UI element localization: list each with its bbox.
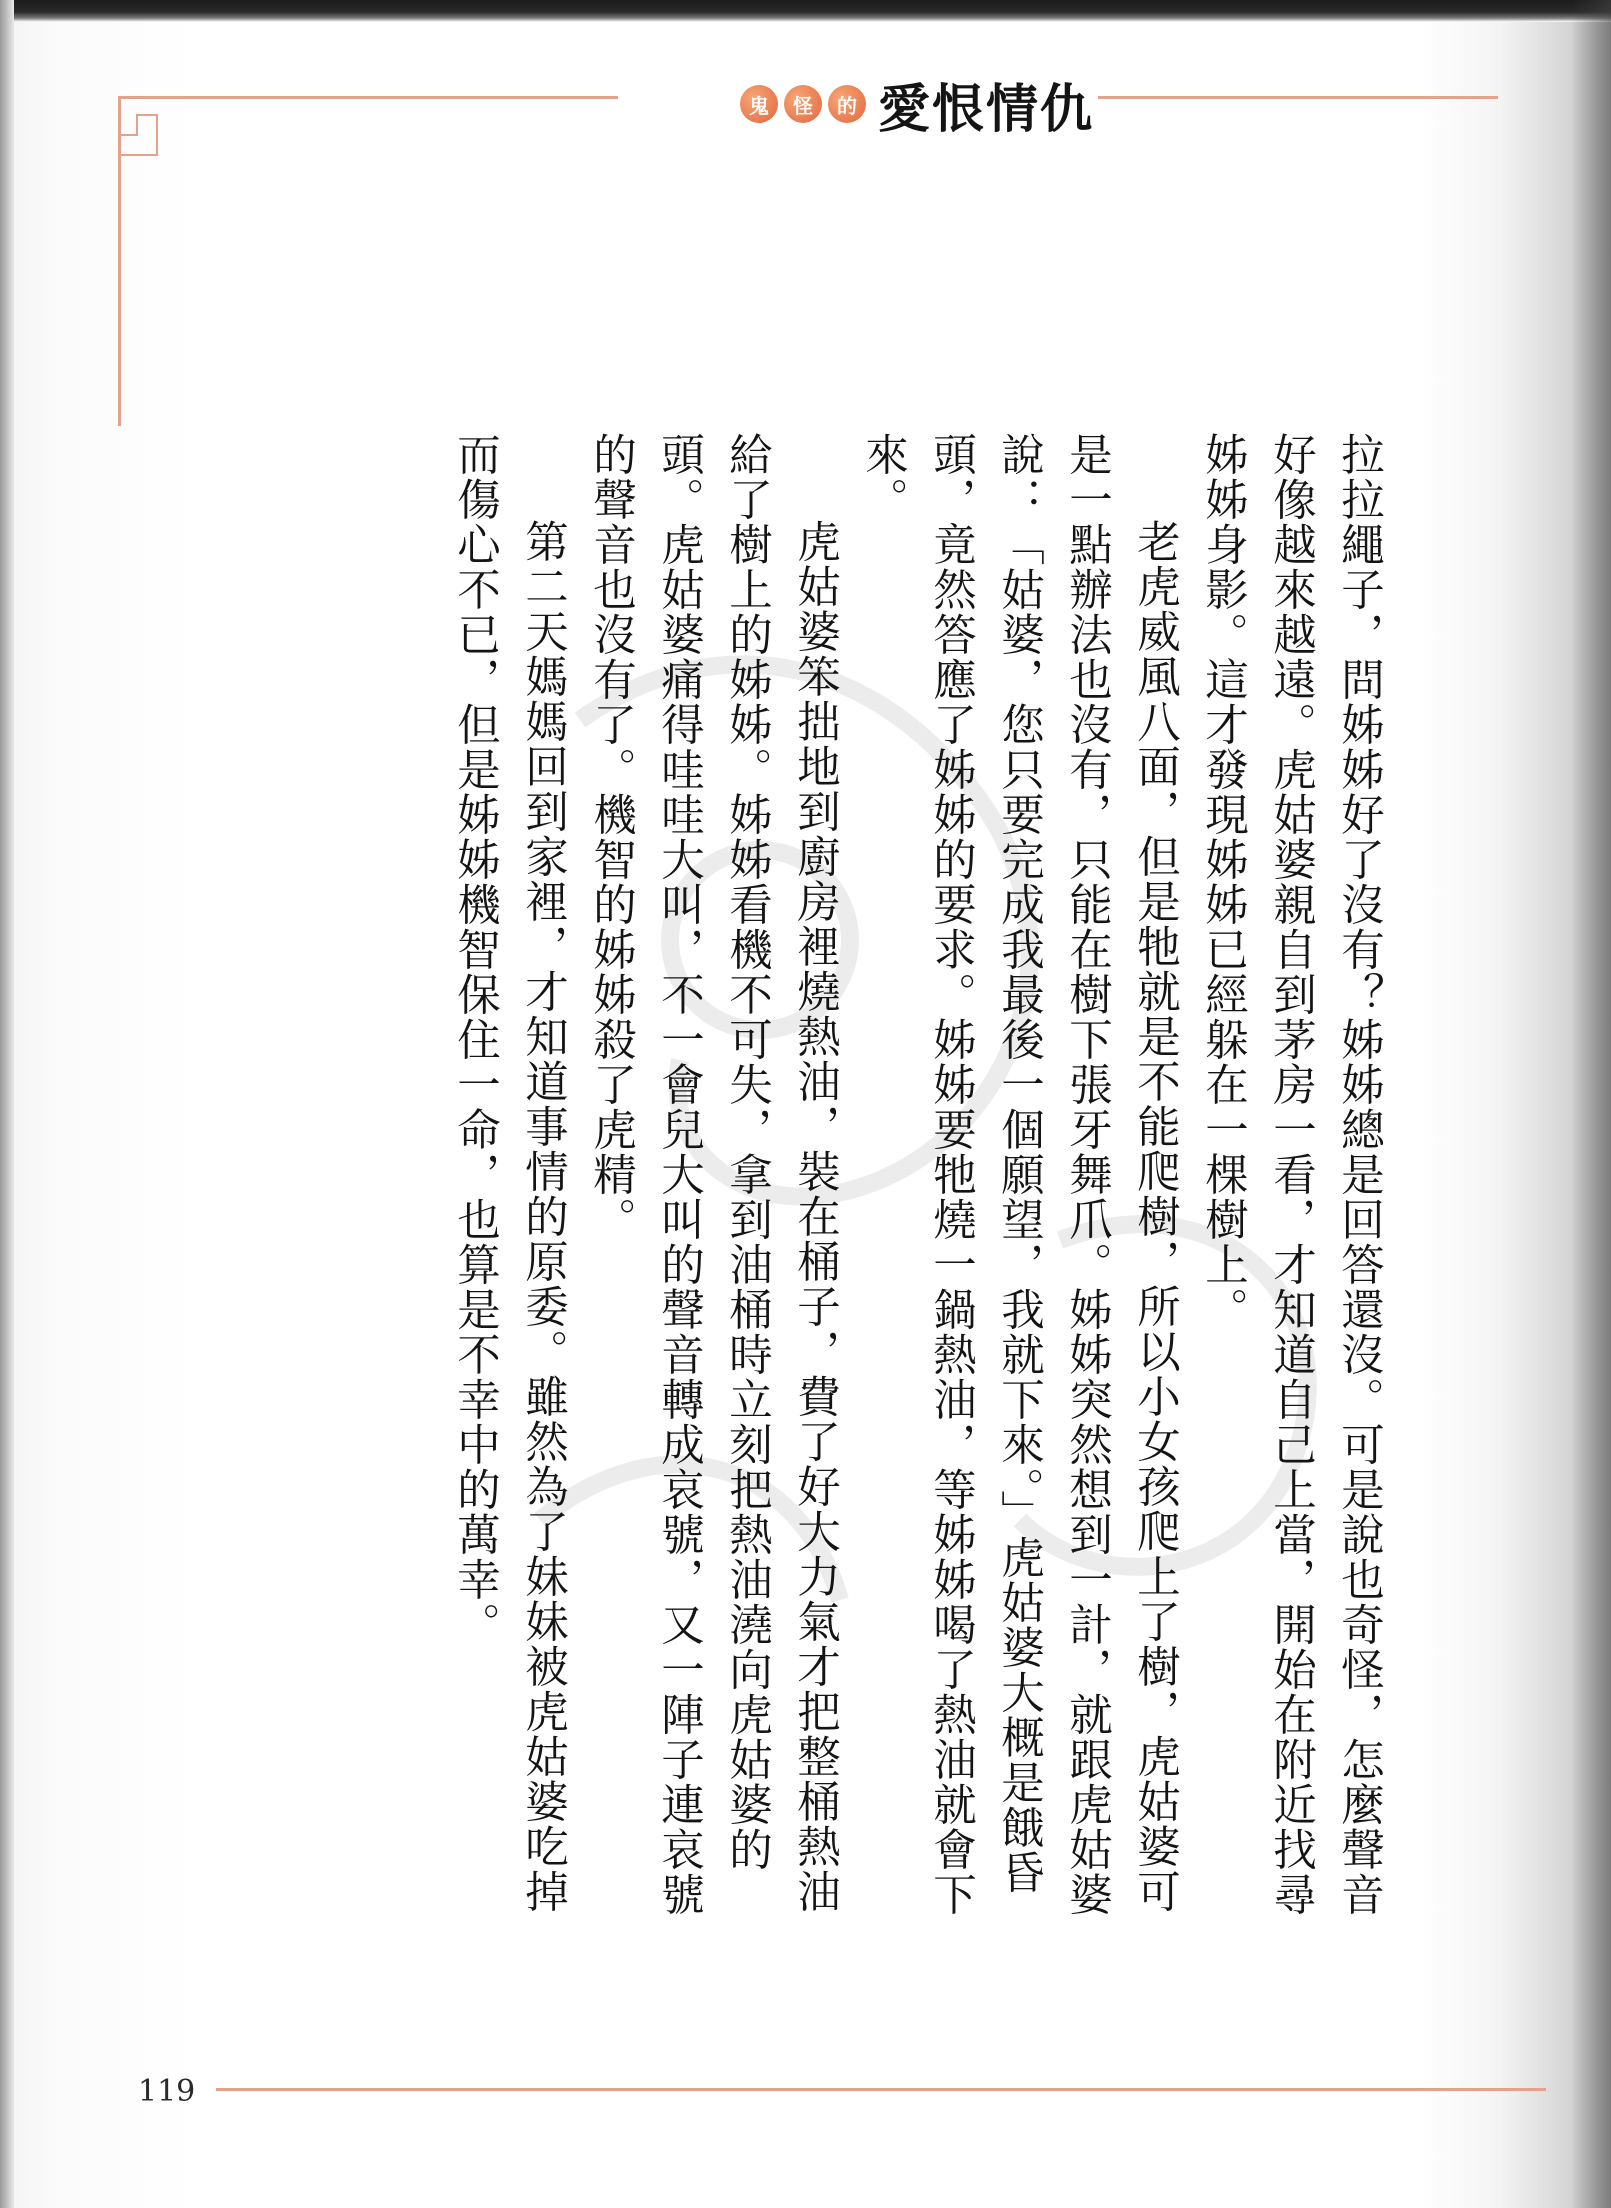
scan-top-edge bbox=[0, 0, 1611, 22]
paragraph: 第二天媽媽回到家裡，才知道事情的原委。雖然為了妹妹被虎姑婆吃掉而傷心不已，但是姊姊機智保住一命，也算是不幸中的萬幸。 bbox=[450, 432, 568, 1914]
paragraph: 拉拉繩子，問姊姊好了沒有？姊姊總是回答還沒。可是說也奇怪，怎麼聲音好像越來越遠。虎姑婆親自到茅房一看，才知道自己上當，開始在附近找尋姊姊身影。這才發現姊姊已經躲在一棵樹上。 bbox=[1198, 432, 1384, 1917]
header-bubble-char: 鬼 bbox=[740, 85, 778, 123]
corner-frame-line bbox=[156, 134, 158, 156]
paragraph: 虎姑婆笨拙地到廚房裡燒熱油，裝在桶子，費了好大力氣才把整桶熱油給了樹上的姊姊。姊姊看機不可失，拿到油桶時立刻把熱油澆向虎姑婆的頭。虎姑婆痛得哇哇大叫，不一會兒大叫的聲音轉成哀號，又一陣子連哀號的聲音也沒有了。機智的姊姊殺了虎精。 bbox=[586, 432, 840, 1917]
paragraph: 老虎威風八面，但是牠就是不能爬樹，所以小女孩爬上了樹，虎姑婆可是一點辦法也沒有，只能在樹下張牙舞爪。姊姊突然想到一計，就跟虎姑婆說：「姑婆，您只要完成我最後一個願望，我就下來。」虎姑婆大概是餓昏頭，竟然答應了姊姊的要求。姊姊要牠燒一鍋熱油，等姊姊喝了熱油就會下來。 bbox=[858, 432, 1180, 1917]
header-rule-right bbox=[1098, 96, 1498, 99]
footer-rule bbox=[216, 2088, 1546, 2091]
running-header bbox=[740, 62, 1094, 146]
header-rule-left bbox=[118, 96, 618, 99]
header-bubble-char: 的 bbox=[828, 85, 866, 123]
corner-frame-line bbox=[118, 96, 121, 426]
page-number: 119 bbox=[138, 2074, 196, 2109]
page-gutter-shadow bbox=[1571, 0, 1611, 2208]
corner-frame-line bbox=[136, 114, 138, 136]
body-text-vertical bbox=[441, 432, 1393, 1932]
corner-frame-line bbox=[136, 114, 158, 116]
corner-frame-line bbox=[118, 154, 158, 156]
scan-left-edge bbox=[0, 0, 14, 2208]
header-bubble-char: 怪 bbox=[784, 85, 822, 123]
corner-frame-line bbox=[156, 114, 158, 136]
header-title: 愛恨情仇 bbox=[878, 79, 1095, 140]
corner-frame-line bbox=[118, 134, 138, 136]
